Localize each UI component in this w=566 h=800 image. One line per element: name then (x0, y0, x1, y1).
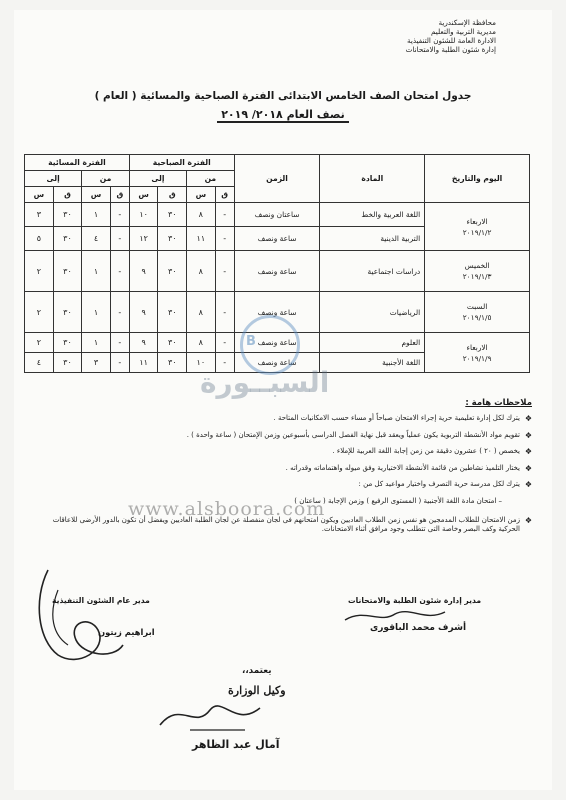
handwritten-signature-deputy-icon (150, 690, 270, 740)
evening-from-minute: - (110, 292, 129, 333)
header-line: محافظة الإسكندرية (438, 18, 496, 27)
header-hour: س (187, 187, 216, 203)
deputy-minister-title: وكيل الوزارة (228, 684, 286, 697)
header-line: إدارة شئون الطلبة والامتحانات (405, 45, 496, 54)
diamond-bullet-icon: ❖ (524, 430, 532, 440)
document-subtitle (20, 108, 546, 121)
header-minute: ق (53, 187, 82, 203)
header-to: إلى (25, 171, 82, 187)
evening-to-minute: ٣٠ (53, 203, 82, 227)
duration-cell: ساعة ونصف (234, 251, 320, 292)
evening-from-minute: - (110, 227, 129, 251)
header-day-date: اليوم والتاريخ (425, 155, 530, 203)
evening-from-minute: - (110, 353, 129, 373)
day-date-cell (425, 292, 530, 333)
notes-list (36, 414, 532, 541)
morning-to-minute: ٣٠ (158, 333, 187, 353)
diamond-bullet-icon: ❖ (524, 515, 532, 525)
list-item (36, 464, 532, 473)
header-subject: المادة (320, 155, 425, 203)
sub-note: – امتحان مادة اللغة الأجنبية ( المستوى الرفيع ) وزمن الإجابة ( ساعتان ) (294, 496, 502, 505)
evening-to-hour: ٢ (25, 292, 54, 333)
sub-note-text: امتحان مادة اللغة الأجنبية ( المستوى الرفيع ) وزمن الإجابة ( ساعتان ) (294, 496, 497, 505)
diamond-bullet-icon: ❖ (524, 480, 532, 489)
subject-cell: دراسات اجتماعية (320, 251, 425, 292)
morning-to-hour: ٩ (129, 251, 158, 292)
evening-to-minute: ٣٠ (53, 227, 82, 251)
evening-to-hour: ٣ (25, 203, 54, 227)
note-text: تقويم مواد الأنشطة التربوية يكون عملياً ويعقد قبل نهاية الفصل الدراسى بأسبوعين وزمن الإمتحان ( ساعة واحدة ) . (186, 430, 520, 439)
morning-to-minute: ٣٠ (158, 251, 187, 292)
subject-cell: التربية الدينية (320, 227, 425, 251)
morning-to-minute: ٣٠ (158, 353, 187, 373)
duration-cell: ساعة ونصف (234, 353, 320, 373)
duration-cell: ساعة ونصف (234, 227, 320, 251)
header-to: إلى (129, 171, 186, 187)
morning-from-minute: - (215, 227, 234, 251)
header-minute: ق (215, 187, 234, 203)
morning-to-hour: ١٠ (129, 203, 158, 227)
right-signatory-name: أشرف محمد الباقورى (370, 623, 467, 633)
header-line: الادارة العامة للشئون التنفيذية (406, 36, 496, 45)
header-line: مديرية التربية والتعليم (431, 27, 496, 36)
evening-from-minute: - (110, 203, 129, 227)
header-from: من (187, 171, 235, 187)
evening-to-minute: ٣٠ (53, 292, 82, 333)
evening-from-hour: ١ (82, 292, 111, 333)
notes-heading: ملاحظات هامة : (465, 398, 532, 408)
header-evening-period: الفترة المسائية (25, 155, 130, 171)
evening-from-hour: ٤ (82, 227, 111, 251)
morning-from-hour: ٨ (187, 333, 216, 353)
morning-from-hour: ٨ (187, 292, 216, 333)
subtitle-text: نصف العام ٢٠١٨/ ٢٠١٩ (217, 108, 349, 123)
morning-to-minute: ٣٠ (158, 203, 187, 227)
note-text: زمن الامتحان للطلاب المدمجين هو نفس زمن الطلاب العاديين ويكون امتحانهم فى لجان منفصلة عن لجان الطلبة العاديين ويفضل أن تكون بالدور الأرضى للاعاقات الحركية وكف البصر وخاصة التى تتطلب وجود مرافق أثناء الامتحانات. (52, 515, 520, 533)
subject-cell: الرياضيات (320, 292, 425, 333)
evening-to-hour: ٤ (25, 353, 54, 373)
morning-from-minute: - (215, 251, 234, 292)
evening-to-minute: ٣٠ (53, 333, 82, 353)
morning-to-minute: ٣٠ (158, 227, 187, 251)
left-signatory-name: ابراهيم زيتون (98, 627, 155, 637)
evening-from-minute: - (110, 251, 129, 292)
issuer-header (346, 18, 496, 54)
day-name: الاربعاء (466, 342, 488, 352)
morning-to-hour: ١٢ (129, 227, 158, 251)
list-item (36, 480, 532, 489)
day-name: السبت (466, 302, 488, 311)
list-item (36, 447, 532, 456)
header-morning-period: الفترة الصباحية (129, 155, 234, 171)
evening-to-hour: ٢ (25, 333, 54, 353)
morning-from-hour: ٨ (187, 203, 216, 227)
subject-cell: اللغة الأجنبية (320, 353, 425, 373)
evening-to-minute: ٣٠ (53, 251, 82, 292)
evening-to-hour: ٢ (25, 251, 54, 292)
note-text: يختار التلميذ نشاطين من قائمة الأنشطة الاختيارية وفق ميوله واهتماماته وقدراته . (285, 463, 520, 472)
morning-from-hour: ٨ (187, 251, 216, 292)
approval-label: يعتمد،، (242, 666, 272, 676)
duration-cell: ساعة ونصف (234, 333, 320, 353)
morning-from-minute: - (215, 333, 234, 353)
morning-from-minute: - (215, 353, 234, 373)
list-item (36, 414, 532, 423)
header-minute: ق (158, 187, 187, 203)
evening-from-hour: ١ (82, 333, 111, 353)
morning-from-hour: ١١ (187, 227, 216, 251)
watermark-arabic-text: السبــورة (200, 366, 330, 399)
watermark-logo-text: B (246, 334, 256, 349)
evening-from-minute: - (110, 333, 129, 353)
morning-from-hour: ١٠ (187, 353, 216, 373)
watermark-url: www.alsboora.com (128, 498, 326, 520)
exam-date: ٢٠١٩/١/٥ (462, 313, 492, 322)
exam-date: ٢٠١٩/١/٩ (462, 353, 492, 363)
exam-date: ٢٠١٩/١/٣ (462, 272, 492, 281)
note-text: يترك لكل إدارة تعليمية حرية إجراء الامتحان صباحاً أو مساء حسب الامكانيات المتاحة . (273, 414, 520, 422)
header-duration: الزمن (234, 155, 320, 203)
day-name: الخميس (464, 261, 490, 270)
table-row (25, 251, 530, 292)
subject-cell: اللغة العربية والخط (320, 203, 425, 227)
right-signatory-title: مدير إدارة شئون الطلبة والامتحانات (348, 596, 482, 605)
evening-to-hour: ٥ (25, 227, 54, 251)
duration-cell: ساعتان ونصف (234, 203, 320, 227)
handwritten-signature-left-icon (28, 560, 128, 670)
morning-from-minute: - (215, 292, 234, 333)
header-from: من (82, 171, 130, 187)
evening-from-hour: ٣ (82, 353, 111, 373)
day-date-cell (425, 333, 530, 373)
subject-cell: العلوم (320, 333, 425, 353)
document-title: جدول امتحان الصف الخامس الابتدائى الفترة الصباحية والمسائية ( العام ) (94, 90, 472, 102)
morning-to-hour: ١١ (129, 353, 158, 373)
diamond-bullet-icon: ❖ (524, 447, 532, 456)
evening-from-hour: ١ (82, 203, 111, 227)
morning-from-minute: - (215, 203, 234, 227)
day-date-cell (425, 203, 530, 251)
day-date-cell (425, 251, 530, 292)
header-minute: ق (110, 187, 129, 203)
table-row (25, 203, 530, 227)
header-hour: س (129, 187, 158, 203)
note-text: يترك لكل مدرسة حرية التصرف واختيار مواعيد كل من : (358, 480, 520, 488)
list-item (36, 431, 532, 440)
left-signatory-title: مدير عام الشئون التنفيذية (52, 596, 150, 605)
diamond-bullet-icon: ❖ (524, 463, 532, 473)
day-name: الاربعاء (466, 216, 488, 226)
morning-to-minute: ٣٠ (158, 292, 187, 333)
exam-date: ٢٠١٩/١/٢ (462, 227, 492, 237)
morning-to-hour: ٩ (129, 292, 158, 333)
diamond-bullet-icon: ❖ (524, 414, 532, 423)
morning-to-hour: ٩ (129, 333, 158, 353)
evening-to-minute: ٣٠ (53, 353, 82, 373)
header-hour: س (25, 187, 54, 203)
note-text: يخصص ( ٢٠ ) عشرون دقيقة من زمن إجابة اللغة العربية للإملاء . (332, 447, 520, 455)
duration-cell: ساعة ونصف (234, 292, 320, 333)
header-hour: س (82, 187, 111, 203)
evening-from-hour: ١ (82, 251, 111, 292)
deputy-minister-name: آمال عبد الظاهر (192, 738, 280, 751)
